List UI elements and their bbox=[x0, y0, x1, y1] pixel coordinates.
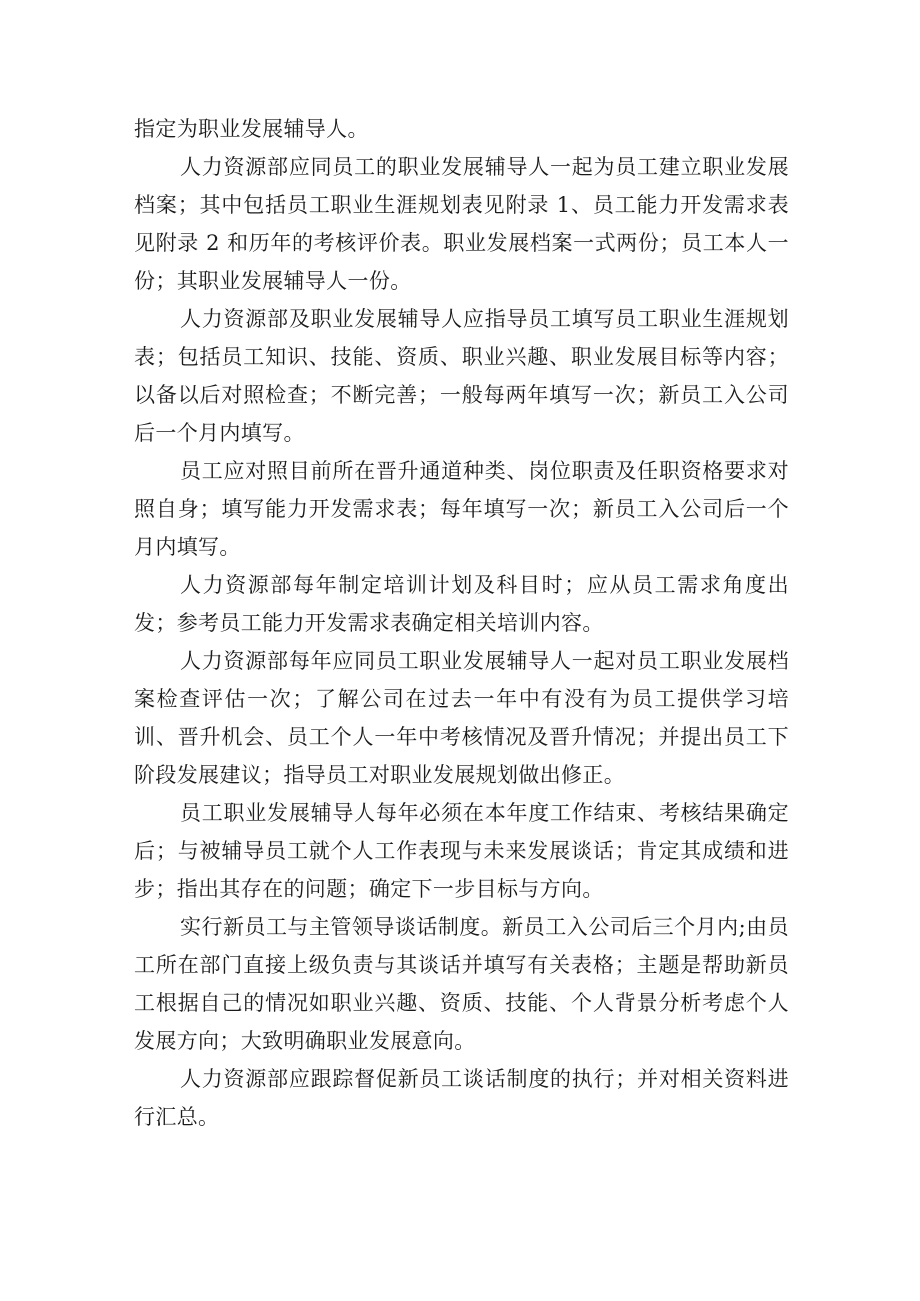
paragraph-annual-review: 人力资源部每年应同员工职业发展辅导人一起对员工职业发展档案检查评估一次；了解公司在过去一年中有没有为员工提供学习培训、晋升机会、员工个人一年中考核情况及晋升情况；并提出员工下阶段发展建议；指导员工对职业发展规划做出修正。 bbox=[134, 649, 789, 787]
paragraph-continuation: 指定为职业发展辅导人。 bbox=[134, 117, 369, 141]
paragraph-career-archive: 人力资源部应同员工的职业发展辅导人一起为员工建立职业发展档案；其中包括员工职业生涯规划表见附录 1、员工能力开发需求表见附录 2 和历年的考核评价表。职业发展档案一式两份；员工本人一份；其职业发展辅导人一份。 bbox=[134, 155, 789, 293]
paragraph-hr-followup: 人力资源部应跟踪督促新员工谈话制度的执行；并对相关资料进行汇总。 bbox=[134, 1067, 789, 1129]
paragraph-capability-form: 员工应对照目前所在晋升通道种类、岗位职责及任职资格要求对照自身；填写能力开发需求表；每年填写一次；新员工入公司后一个月内填写。 bbox=[134, 459, 789, 559]
paragraph-training-plan: 人力资源部每年制定培训计划及科目时；应从员工需求角度出发；参考员工能力开发需求表确定相关培训内容。 bbox=[134, 573, 789, 635]
paragraph-mentor-talk: 员工职业发展辅导人每年必须在本年度工作结束、考核结果确定后；与被辅导员工就个人工作表现与未来发展谈话；肯定其成绩和进步；指出其存在的问题；确定下一步目标与方向。 bbox=[134, 801, 789, 901]
paragraph-new-employee-talk: 实行新员工与主管领导谈话制度。新员工入公司后三个月内;由员工所在部门直接上级负责与其谈话并填写有关表格；主题是帮助新员工根据自己的情况如职业兴趣、资质、技能、个人背景分析考虑个人发展方向；大致明确职业发展意向。 bbox=[134, 915, 789, 1053]
paragraph-career-plan-form: 人力资源部及职业发展辅导人应指导员工填写员工职业生涯规划表；包括员工知识、技能、资质、职业兴趣、职业发展目标等内容；以备以后对照检查；不断完善；一般每两年填写一次；新员工入公司后一个月内填写。 bbox=[134, 307, 789, 445]
document-body bbox=[134, 110, 789, 1136]
